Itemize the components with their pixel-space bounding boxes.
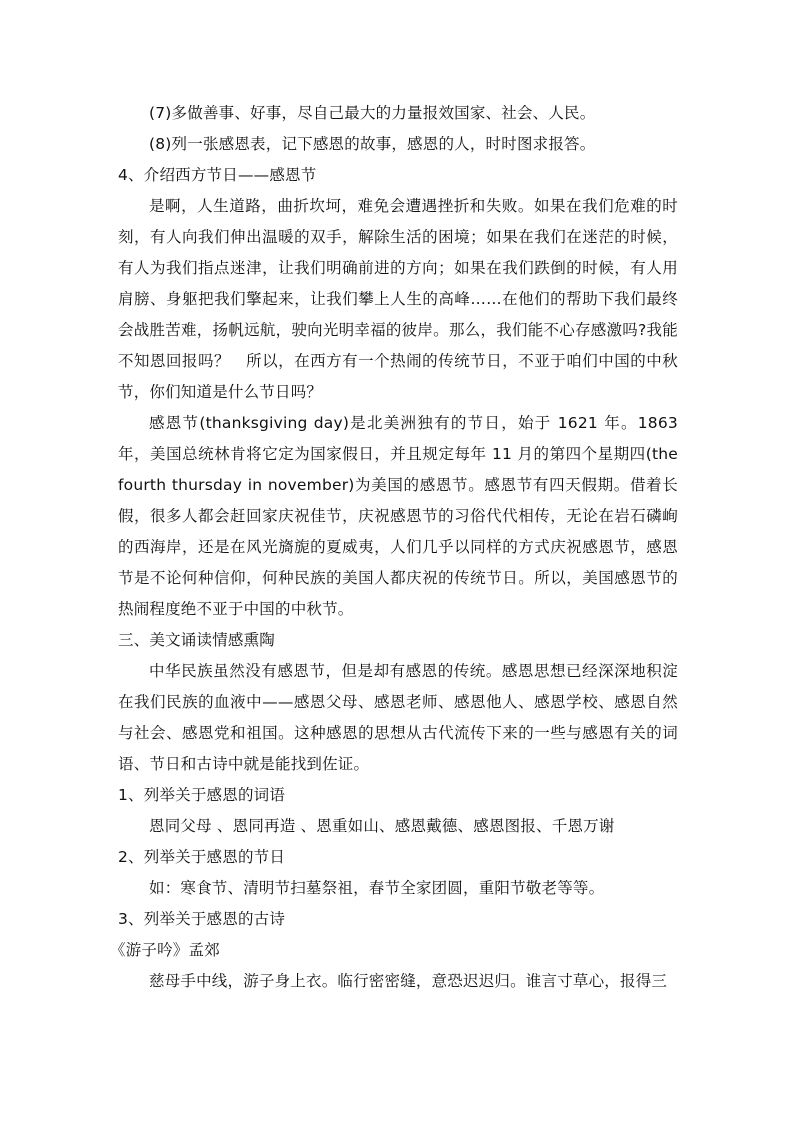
poem-title: 《游子吟》孟郊 xyxy=(110,941,220,959)
section-heading-reading: 三、美文诵读情感熏陶 xyxy=(118,631,276,649)
document-body xyxy=(110,98,678,997)
paragraph-words-list: 恩同父母 、恩同再造 、恩重如山、感恩戴德、感恩图报、千恩万谢 xyxy=(149,817,615,835)
paragraph-life-road: 是啊，人生道路，曲折坎坷，难免会遭遇挫折和失败。如果在我们危难的时刻，有人向我们伸出温暖的双手，解除生活的困境；如果在我们在迷茫的时候，有人为我们指点迷津，让我们明确前进的方向；如果在我们跌倒的时候，有人用肩膀、身躯把我们擎起来，让我们攀上人生的高峰……在他们的帮助下我们最终会战胜苦难，扬帆远航，驶向光明幸福的彼岸。那么，我们能不心存感激吗?我能不知恩回报吗？ 所以，在西方有一个热闹的传统节日，不亚于咱们中国的中秋节，你们知道是什么节日吗？ xyxy=(118,197,678,401)
paragraph-festivals-list: 如：寒食节、清明节扫墓祭祖，春节全家团圆，重阳节敬老等等。 xyxy=(149,879,605,897)
list-item-8: (8)列一张感恩表，记下感恩的故事，感恩的人，时时图求报答。 xyxy=(149,135,596,153)
section-heading-thanksgiving: 4、介绍西方节日——感恩节 xyxy=(118,166,317,184)
subheading-festivals: 2、列举关于感恩的节日 xyxy=(118,848,286,866)
poem-text: 慈母手中线，游子身上衣。临行密密缝，意恐迟迟归。谁言寸草心，报得三 xyxy=(149,972,668,990)
paragraph-chinese-tradition: 中华民族虽然没有感恩节，但是却有感恩的传统。感恩思想已经深深地积淀在我们民族的血液中——感恩父母、感恩老师、感恩他人、感恩学校、感恩自然与社会、感恩党和祖国。这种感恩的思想从古代流传下来的一些与感恩有关的词语、节日和古诗中就是能找到佐证。 xyxy=(118,662,678,773)
subheading-poems: 3、列举关于感恩的古诗 xyxy=(118,910,286,928)
paragraph-thanksgiving-day: 感恩节(thanksgiving day)是北美洲独有的节日，始于 1621 年。1863 年，美国总统林肯将它定为国家假日，并且规定每年 11 月的第四个星期四(the fourth thursday in november)为美国的感恩节。感恩节有四天假期。借着长假，很多人都会赶回家庆祝佳节，庆祝感恩节的习俗代代相传，无论在岩石磷峋的西海岸，还是在风光旖旎的夏威夷，人们几乎以同样的方式庆祝感恩节，感恩节是不论何种信仰，何种民族的美国人都庆祝的传统节日。所以，美国感恩节的热闹程度绝不亚于中国的中秋节。 xyxy=(118,414,678,618)
list-item-7: (7)多做善事、好事，尽自己最大的力量报效国家、社会、人民。 xyxy=(149,104,596,122)
subheading-words: 1、列举关于感恩的词语 xyxy=(118,786,286,804)
